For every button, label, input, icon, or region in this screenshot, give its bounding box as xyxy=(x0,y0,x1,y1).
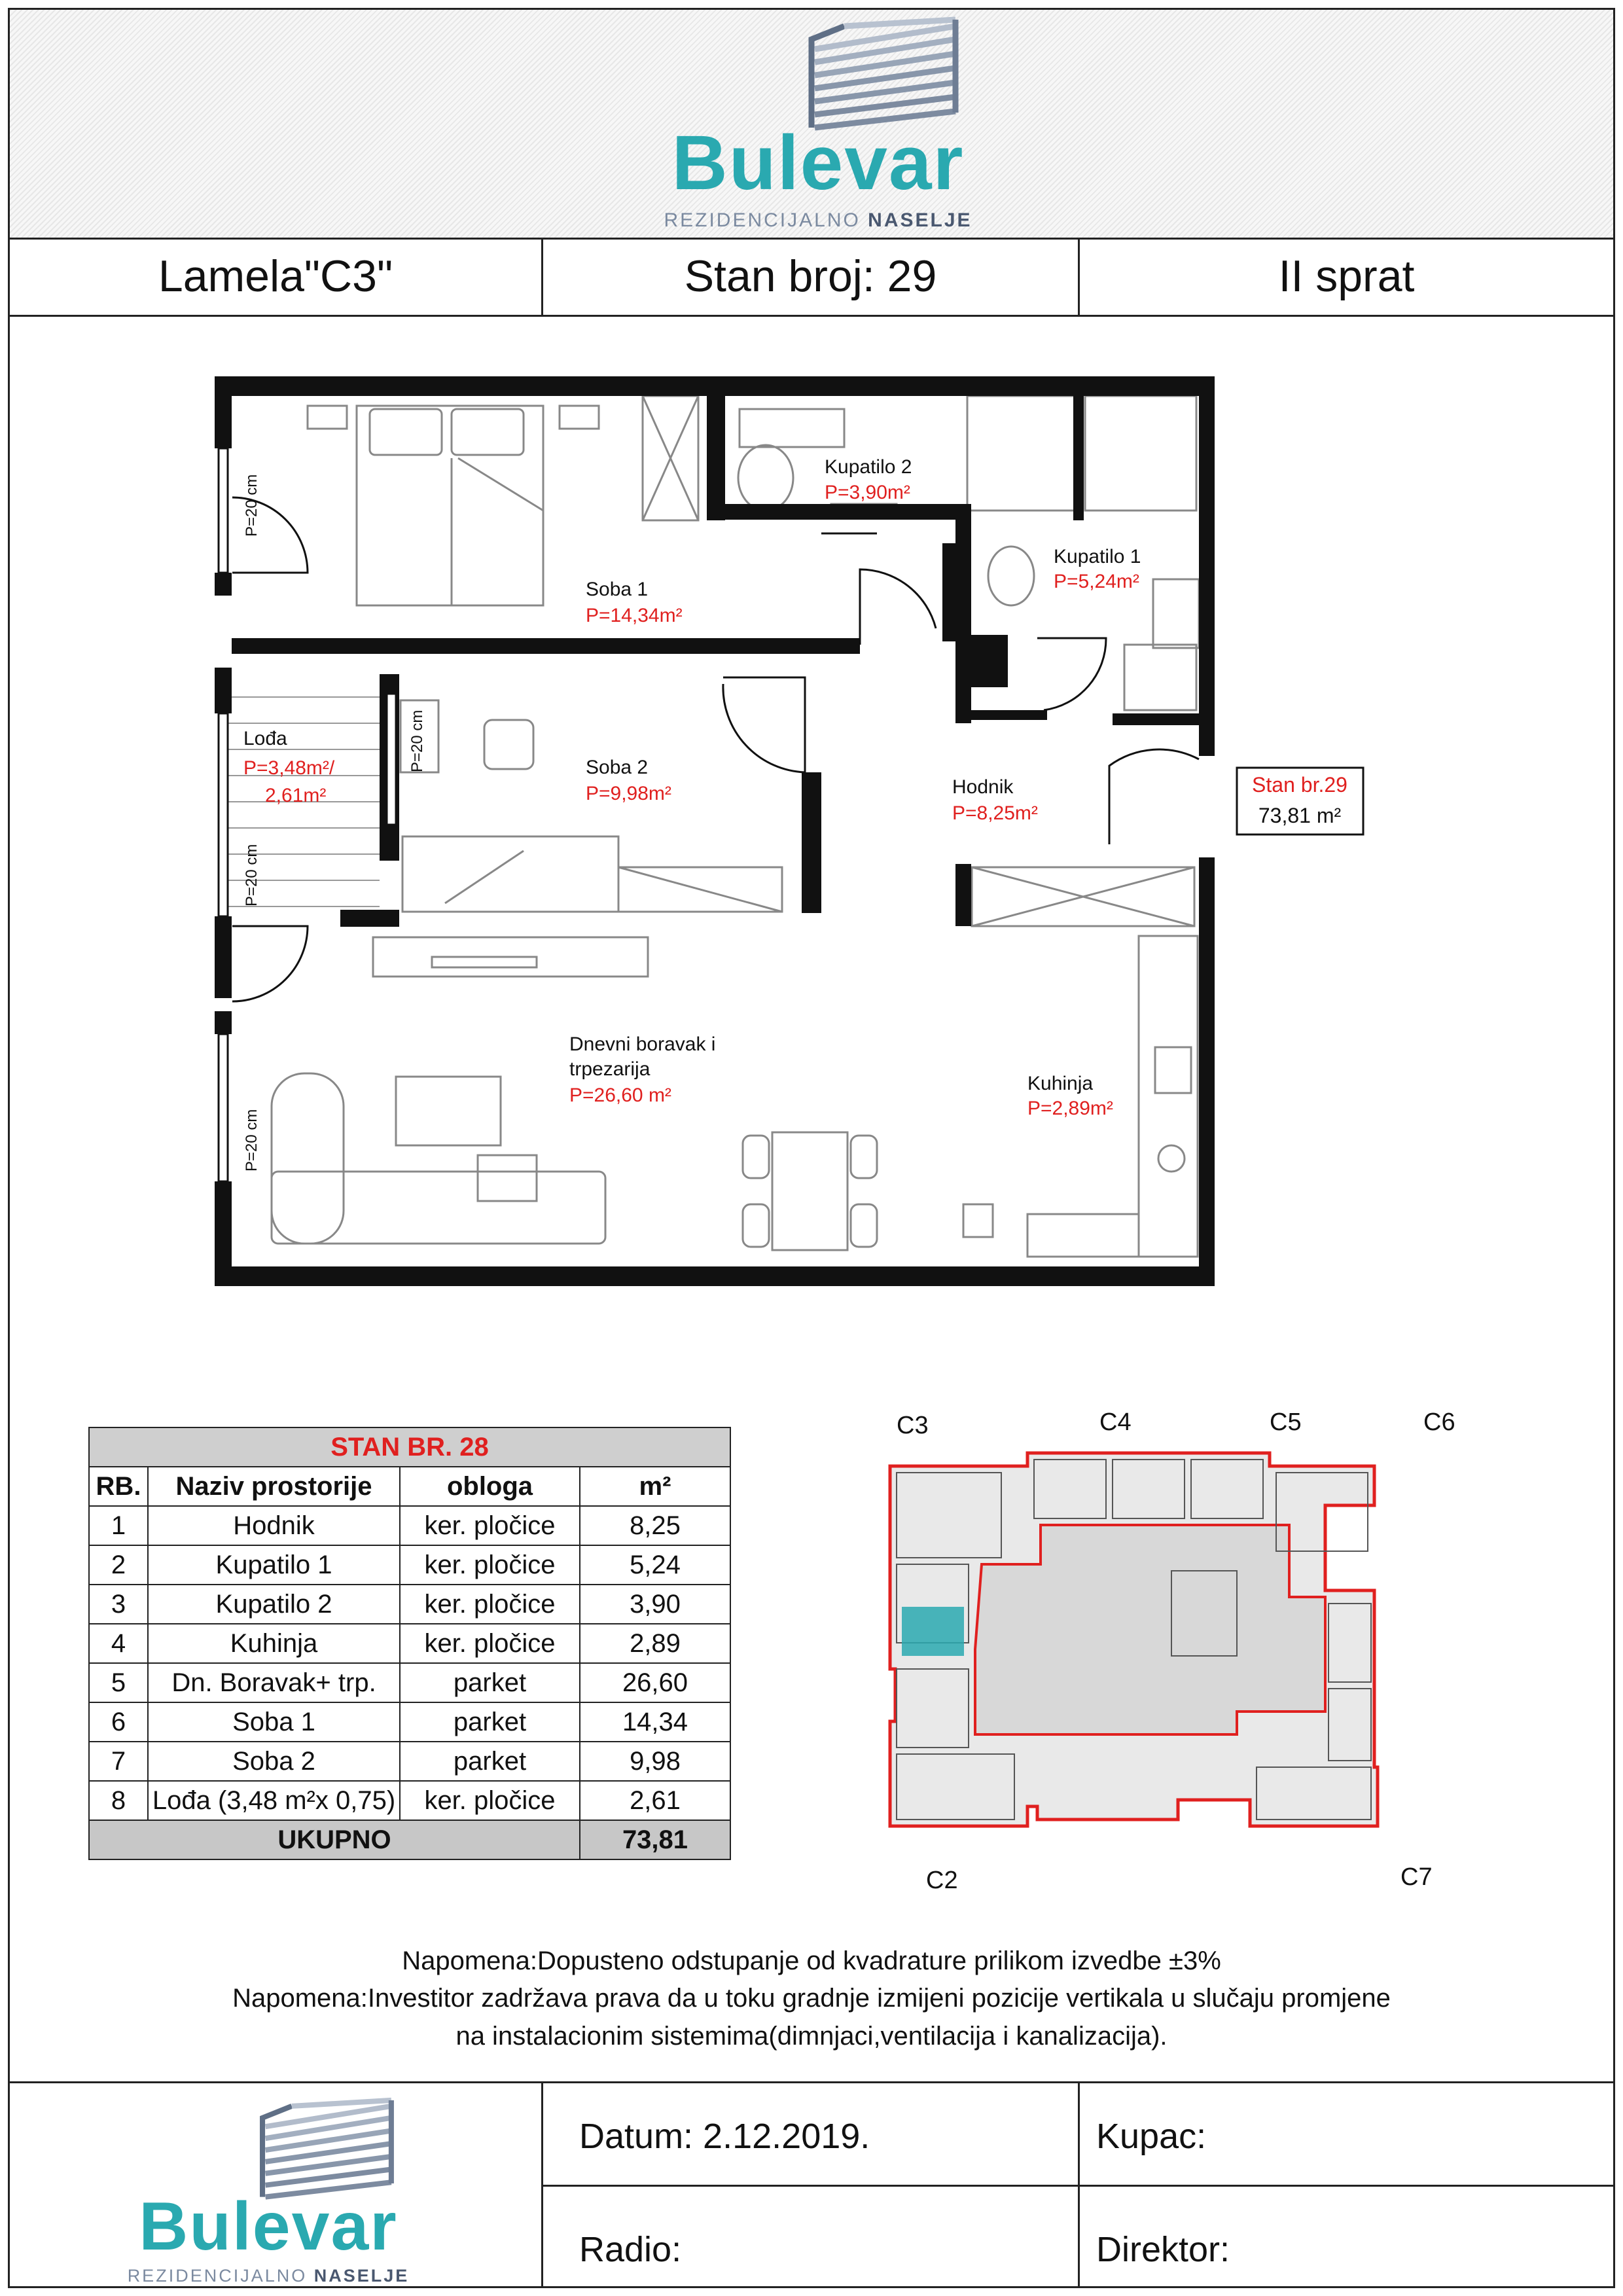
table-row xyxy=(89,1702,730,1742)
brand-name: Bulevar xyxy=(671,120,965,206)
footer-radio: Radio: xyxy=(579,2230,682,2269)
footer-cell-divider-1 xyxy=(541,2081,543,2288)
cell: 6 xyxy=(89,1702,148,1742)
cell: 3,90 xyxy=(580,1585,730,1624)
cell: Kupatilo 1 xyxy=(148,1545,400,1585)
cell: Lođa (3,48 m²x 0,75) xyxy=(148,1781,400,1820)
footer-kupac: Kupac: xyxy=(1096,2117,1207,2156)
site-label-c2: C2 xyxy=(926,1867,958,1894)
cell: 2,89 xyxy=(580,1624,730,1663)
cell: parket xyxy=(400,1742,580,1781)
walls xyxy=(215,376,1215,1286)
cell: ker. pločice xyxy=(400,1585,580,1624)
table-row xyxy=(89,1545,730,1585)
footer-date: Datum: 2.12.2019. xyxy=(579,2117,870,2156)
table-row xyxy=(89,1585,730,1624)
cell: ker. pločice xyxy=(400,1624,580,1663)
cell: 3 xyxy=(89,1585,148,1624)
site-label-c4: C4 xyxy=(1099,1408,1132,1436)
cell: Hodnik xyxy=(148,1506,400,1545)
furniture-lines xyxy=(272,396,1199,1257)
room-area-kuhinja: P=2,89m² xyxy=(1027,1098,1113,1119)
footer-divider-top xyxy=(8,2081,1615,2083)
cell: 26,60 xyxy=(580,1663,730,1702)
apartment-number: Stan broj: 29 xyxy=(684,251,937,301)
col-rb: RB. xyxy=(89,1467,148,1506)
room-area-kupatilo1: P=5,24m² xyxy=(1054,571,1139,592)
total-value: 73,81 xyxy=(580,1820,730,1859)
note-2: Napomena:Investitor zadržava prava da u toku gradnje izmijeni pozicije vertikala u slučaju promjene xyxy=(232,1984,1391,2013)
floor-label: II sprat xyxy=(1278,251,1415,301)
cell: Dn. Boravak+ trp. xyxy=(148,1663,400,1702)
cell: 5,24 xyxy=(580,1545,730,1585)
cell: 8,25 xyxy=(580,1506,730,1545)
site-plan xyxy=(870,1394,1525,1905)
room-name-soba1: Soba 1 xyxy=(586,579,649,600)
cell: 2,61 xyxy=(580,1781,730,1820)
room-name-soba2: Soba 2 xyxy=(586,757,649,778)
site-label-c6: C6 xyxy=(1423,1408,1455,1436)
site-label-c3: C3 xyxy=(897,1412,929,1439)
room-area-soba1: P=14,34m² xyxy=(586,605,683,626)
footer-cell-divider-2 xyxy=(1078,2081,1080,2288)
tagline-light: REZIDENCIJALNO xyxy=(664,209,861,231)
window-label-2: P=20 cm xyxy=(243,844,260,906)
apartment-summary-number: Stan br.29 xyxy=(1252,773,1347,797)
table-header-row xyxy=(89,1467,730,1506)
cell: 14,34 xyxy=(580,1702,730,1742)
tagline-bold: NASELJE xyxy=(868,209,972,231)
room-area-lodja: P=3,48m²/ xyxy=(243,757,335,779)
cell: 4 xyxy=(89,1624,148,1663)
apartment-summary-area: 73,81 m² xyxy=(1258,804,1342,827)
footer-tagline-bold: NASELJE xyxy=(313,2266,410,2286)
table-title: STAN BR. 28 xyxy=(89,1427,730,1467)
area-table xyxy=(88,1427,731,1860)
cell: Kuhinja xyxy=(148,1624,400,1663)
footer-brand-tagline xyxy=(105,2266,432,2286)
footer-tagline-light: REZIDENCIJALNO xyxy=(127,2266,308,2286)
site-label-c7: C7 xyxy=(1400,1863,1433,1891)
apartment-location-highlight xyxy=(902,1607,964,1656)
window-label-4: P=20 cm xyxy=(243,1109,260,1172)
total-label: UKUPNO xyxy=(89,1820,580,1859)
footer-logo xyxy=(105,2094,432,2284)
cell: Soba 1 xyxy=(148,1702,400,1742)
window-label-3: P=20 cm xyxy=(408,709,426,772)
cell: 5 xyxy=(89,1663,148,1702)
room-area-hodnik: P=8,25m² xyxy=(952,802,1038,824)
lamela-label: Lamela"C3" xyxy=(158,251,393,301)
room-name-dnevni: Dnevni boravak i xyxy=(569,1033,716,1055)
cell: 1 xyxy=(89,1506,148,1545)
table-row xyxy=(89,1781,730,1820)
room-name-hodnik: Hodnik xyxy=(952,776,1014,798)
cell: ker. pločice xyxy=(400,1781,580,1820)
site-label-c5: C5 xyxy=(1270,1408,1302,1436)
col-m2: m² xyxy=(580,1467,730,1506)
cell: Kupatilo 2 xyxy=(148,1585,400,1624)
cell: 9,98 xyxy=(580,1742,730,1781)
room-area-soba2: P=9,98m² xyxy=(586,783,671,804)
windows xyxy=(219,448,396,1181)
note-1: Napomena:Dopusteno odstupanje od kvadrature prilikom izvedbe ±3% xyxy=(402,1946,1221,1975)
cell: Soba 2 xyxy=(148,1742,400,1781)
table-row xyxy=(89,1506,730,1545)
room-name-dnevni-line2: trpezarija xyxy=(569,1058,651,1080)
room-area-kupatilo2: P=3,90m² xyxy=(825,482,910,503)
room-area-dnevni: P=26,60 m² xyxy=(569,1085,671,1106)
col-obloga: obloga xyxy=(400,1467,580,1506)
cell: parket xyxy=(400,1663,580,1702)
window-label-1: P=20 cm xyxy=(243,474,260,537)
room-name-kupatilo1: Kupatilo 1 xyxy=(1054,546,1141,567)
room-name-kuhinja: Kuhinja xyxy=(1027,1073,1094,1094)
table-row xyxy=(89,1624,730,1663)
cell: 7 xyxy=(89,1742,148,1781)
room-area-lodja-line2: 2,61m² xyxy=(265,785,327,806)
note-3: na instalacionim sistemima(dimnjaci,ventilacija i kanalizacija). xyxy=(455,2022,1168,2051)
cell: ker. pločice xyxy=(400,1506,580,1545)
cell: 2 xyxy=(89,1545,148,1585)
table-total-row xyxy=(89,1820,730,1859)
col-naziv: Naziv prostorije xyxy=(148,1467,400,1506)
table-row xyxy=(89,1742,730,1781)
apartment-summary-box xyxy=(1237,768,1363,834)
footer-brand-name: Bulevar xyxy=(139,2189,398,2265)
cell: 8 xyxy=(89,1781,148,1820)
table-row xyxy=(89,1663,730,1702)
room-labels xyxy=(243,456,1141,1119)
cell: ker. pločice xyxy=(400,1545,580,1585)
cell: parket xyxy=(400,1702,580,1742)
room-name-kupatilo2: Kupatilo 2 xyxy=(825,456,912,478)
room-name-lodja: Lođa xyxy=(243,728,287,749)
footer-direktor: Direktor: xyxy=(1096,2230,1230,2269)
